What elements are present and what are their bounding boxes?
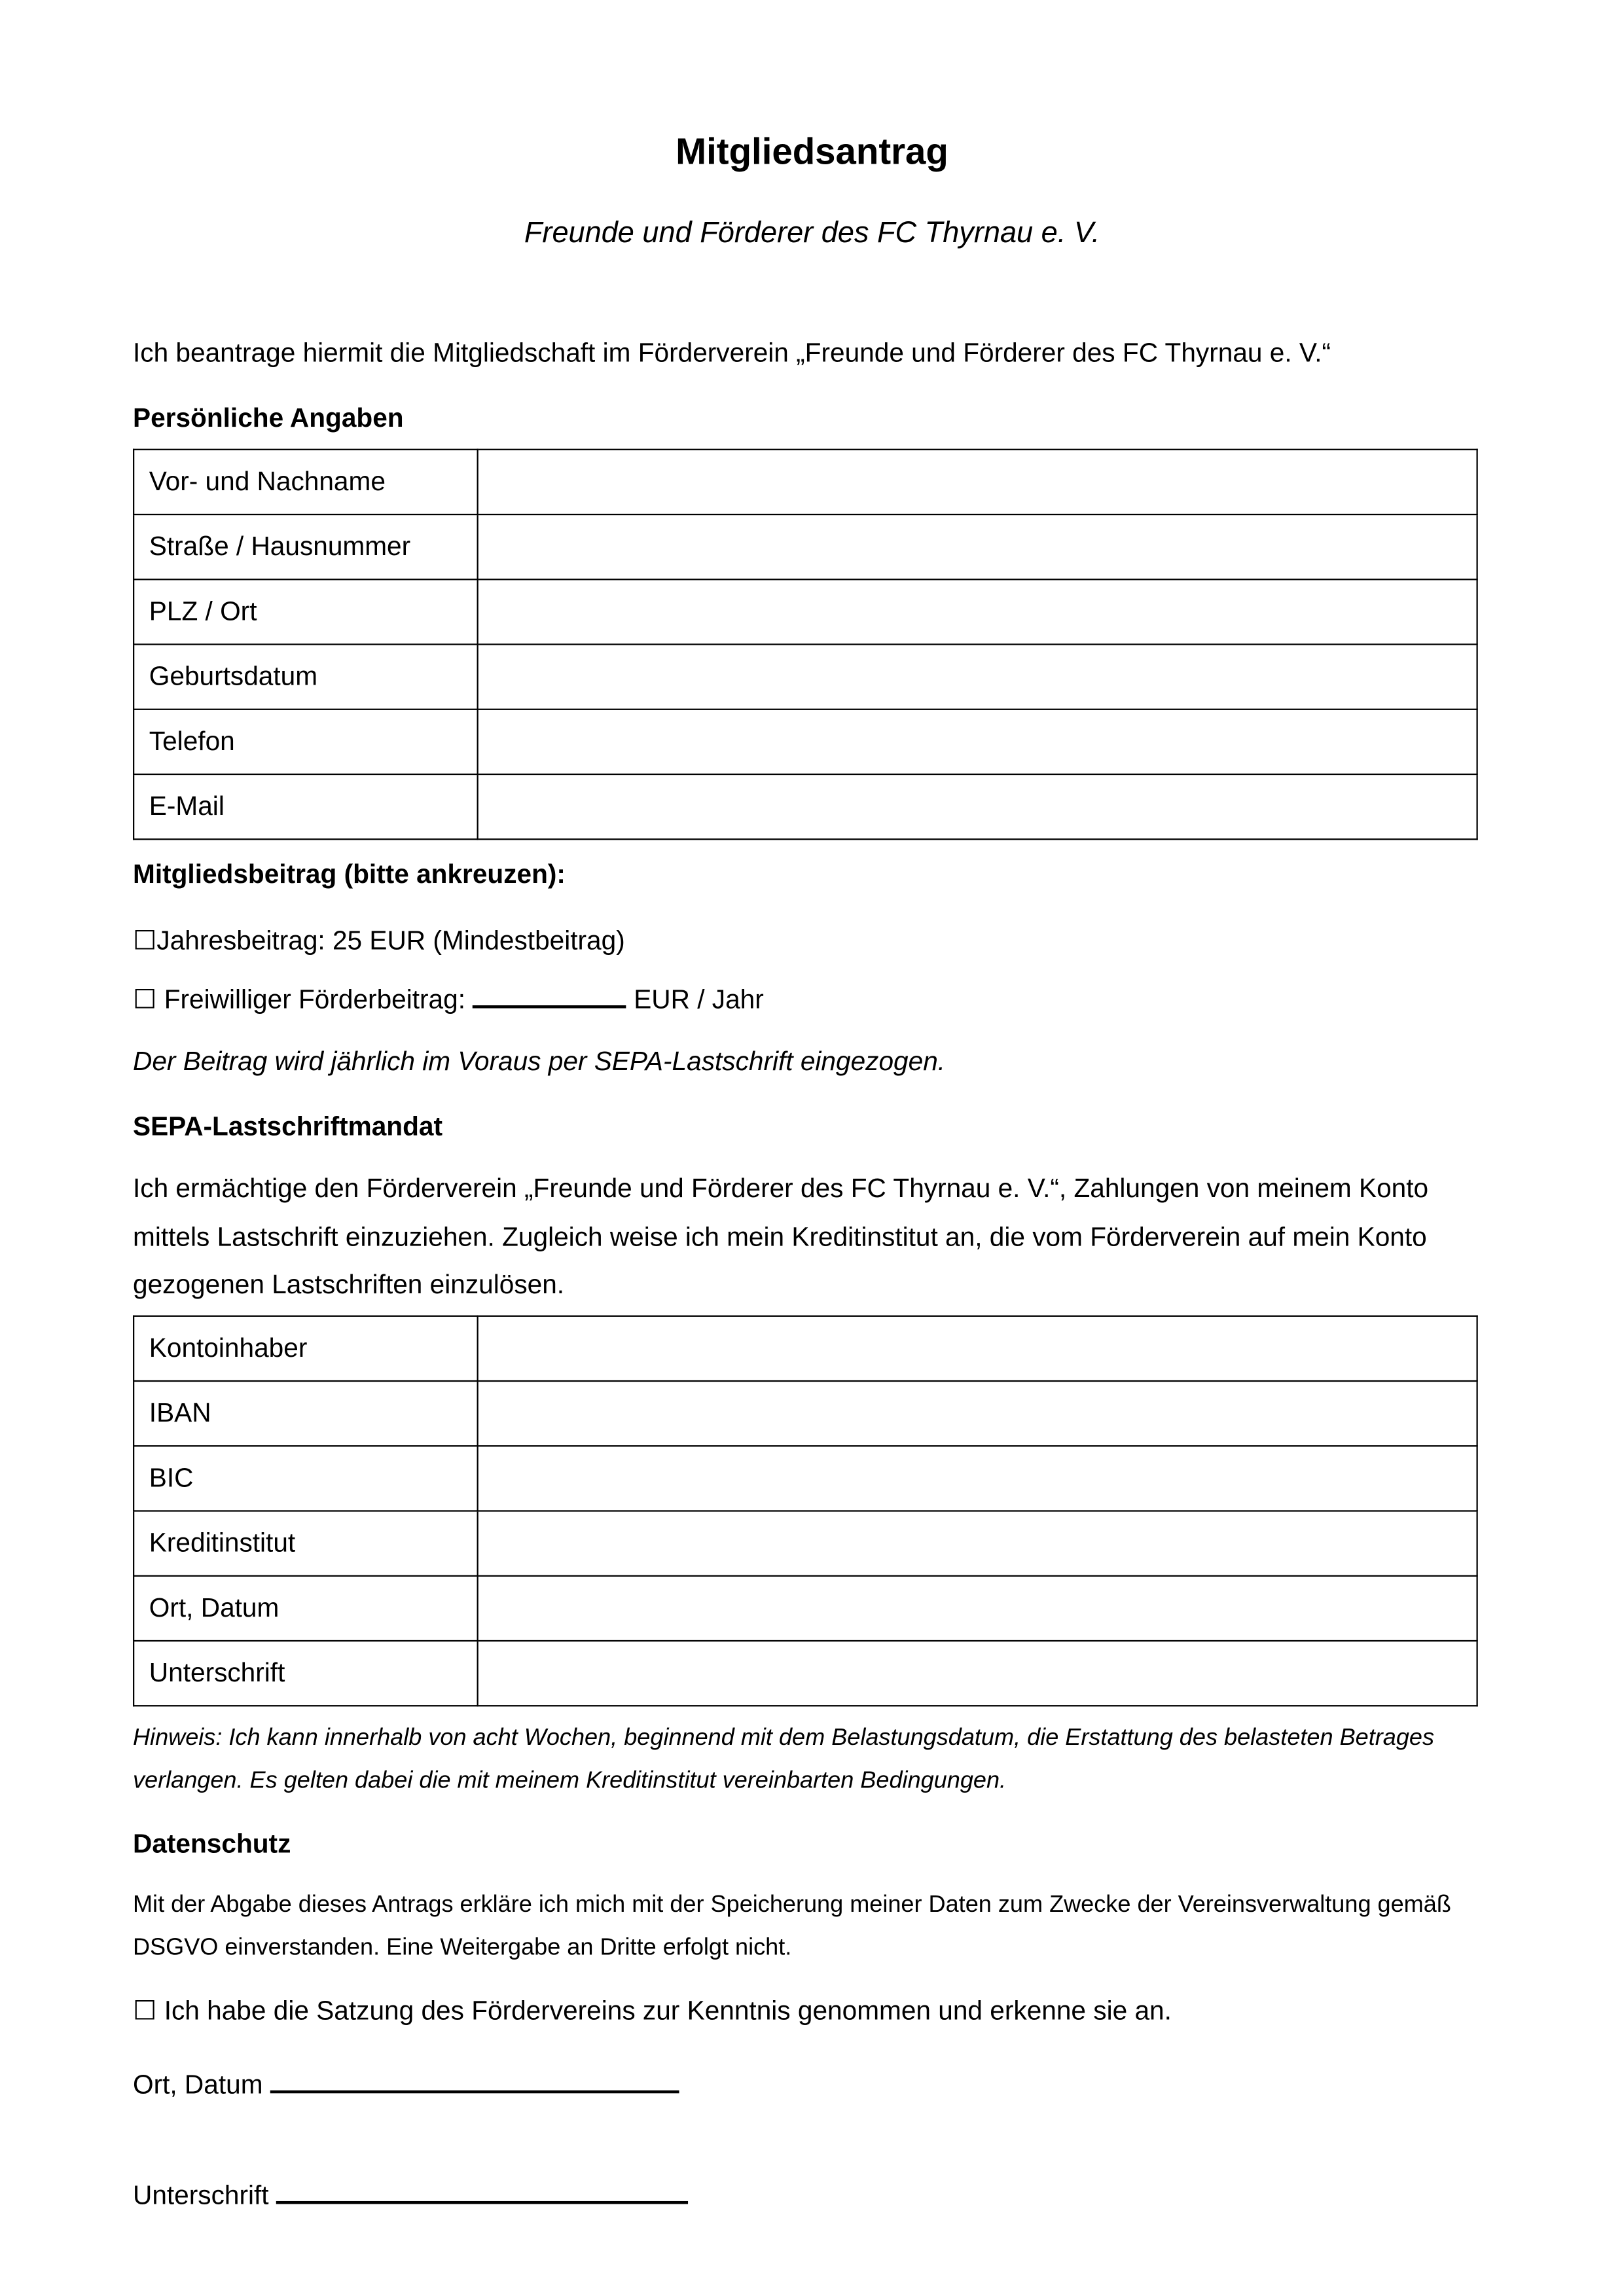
annual-fee-checkbox[interactable]: ☐ bbox=[132, 925, 157, 956]
personal-heading: Persönliche Angaben bbox=[132, 403, 404, 433]
personal-table bbox=[133, 449, 1478, 840]
row-label: IBAN bbox=[134, 1381, 478, 1446]
table-row bbox=[134, 1576, 1477, 1641]
row-label: Ort, Datum bbox=[134, 1576, 478, 1641]
fee-option-annual bbox=[133, 925, 625, 956]
table-row bbox=[134, 514, 1477, 579]
place-date-line bbox=[133, 2064, 679, 2100]
table-row bbox=[134, 579, 1477, 644]
place-date-label: Ort, Datum bbox=[132, 2070, 263, 2100]
privacy-text: Mit der Abgabe dieses Antrags erkläre ich mich mit der Speicherung meiner Daten zum Zwecke der Vereinsverwaltung gemäß DSGVO einverstanden. Eine Weitergabe an Dritte erfolgt nicht. bbox=[132, 1892, 1451, 1961]
place-date-blank[interactable] bbox=[270, 2064, 679, 2093]
table-row bbox=[134, 1381, 1477, 1446]
table-row bbox=[134, 1316, 1477, 1381]
fee-heading: Mitgliedsbeitrag (bitte ankreuzen): bbox=[132, 859, 566, 889]
table-row bbox=[134, 709, 1477, 774]
row-label: Geburtsdatum bbox=[134, 645, 478, 709]
signature-blank[interactable] bbox=[276, 2174, 688, 2204]
account-holder-field[interactable] bbox=[478, 1316, 1477, 1381]
voluntary-fee-unit: EUR / Jahr bbox=[634, 984, 764, 1014]
statute-option bbox=[133, 1996, 1172, 2026]
row-label: PLZ / Ort bbox=[134, 579, 478, 644]
sepa-signature-field[interactable] bbox=[478, 1641, 1477, 1706]
sepa-heading: SEPA-Lastschriftmandat bbox=[132, 1111, 443, 1141]
statute-label: Ich habe die Satzung des Fördervereins zur Kenntnis genommen und erkenne sie an. bbox=[164, 1996, 1172, 2026]
page-title: Mitgliedsantrag bbox=[676, 131, 948, 173]
table-row bbox=[134, 450, 1477, 514]
sepa-place-date-field[interactable] bbox=[478, 1576, 1477, 1641]
privacy-heading: Datenschutz bbox=[132, 1829, 291, 1859]
table-row bbox=[134, 1511, 1477, 1576]
sepa-hint: Hinweis: Ich kann innerhalb von acht Wochen, beginnend mit dem Belastungsdatum, die Erstattung des belasteten Betrages verlangen. Es gelten dabei die mit meinem Kreditinstitut vereinbarten Bedingungen. bbox=[132, 1725, 1435, 1794]
bank-field[interactable] bbox=[478, 1511, 1477, 1576]
birthdate-field[interactable] bbox=[478, 645, 1477, 709]
table-row bbox=[134, 1446, 1477, 1511]
voluntary-amount-blank[interactable] bbox=[473, 978, 626, 1008]
row-label: Telefon bbox=[134, 709, 478, 774]
row-label: Straße / Hausnummer bbox=[134, 514, 478, 579]
fee-note: Der Beitrag wird jährlich im Voraus per SEPA-Lastschrift eingezogen. bbox=[132, 1047, 946, 1077]
intro-text: Ich beantrage hiermit die Mitgliedschaft im Förderverein „Freunde und Förderer des FC Thyrnau e. V.“ bbox=[132, 338, 1331, 368]
zip-city-field[interactable] bbox=[478, 579, 1477, 644]
row-label: Kreditinstitut bbox=[134, 1511, 478, 1576]
voluntary-fee-checkbox[interactable]: ☐ bbox=[132, 984, 157, 1014]
row-label: E-Mail bbox=[134, 774, 478, 839]
street-field[interactable] bbox=[478, 514, 1477, 579]
page-subtitle: Freunde und Förderer des FC Thyrnau e. V. bbox=[524, 217, 1100, 250]
email-field[interactable] bbox=[478, 774, 1477, 839]
row-label: Kontoinhaber bbox=[134, 1316, 478, 1381]
statute-checkbox[interactable]: ☐ bbox=[132, 1996, 157, 2026]
row-label: Unterschrift bbox=[134, 1641, 478, 1706]
name-field[interactable] bbox=[478, 450, 1477, 514]
table-row bbox=[134, 1641, 1477, 1706]
annual-fee-label: Jahresbeitrag: 25 EUR (Mindestbeitrag) bbox=[156, 925, 625, 956]
fee-option-voluntary bbox=[133, 978, 764, 1015]
table-row bbox=[134, 645, 1477, 709]
sepa-text: Ich ermächtige den Förderverein „Freunde und Förderer des FC Thyrnau e. V.“, Zahlungen von meinem Konto mittels Lastschrift einzuziehen. Zugleich weise ich mein Kreditinstitut an, die vom Förderverein auf mein Konto gezogenen Lastschriften einzulösen. bbox=[132, 1174, 1429, 1299]
voluntary-fee-label: Freiwilliger Förderbeitrag: bbox=[164, 984, 466, 1014]
signature-label: Unterschrift bbox=[132, 2180, 269, 2210]
iban-field[interactable] bbox=[478, 1381, 1477, 1446]
sepa-table bbox=[133, 1316, 1478, 1707]
row-label: Vor- und Nachname bbox=[134, 450, 478, 514]
table-row bbox=[134, 774, 1477, 839]
bic-field[interactable] bbox=[478, 1446, 1477, 1511]
signature-line bbox=[133, 2174, 688, 2211]
row-label: BIC bbox=[134, 1446, 478, 1511]
phone-field[interactable] bbox=[478, 709, 1477, 774]
